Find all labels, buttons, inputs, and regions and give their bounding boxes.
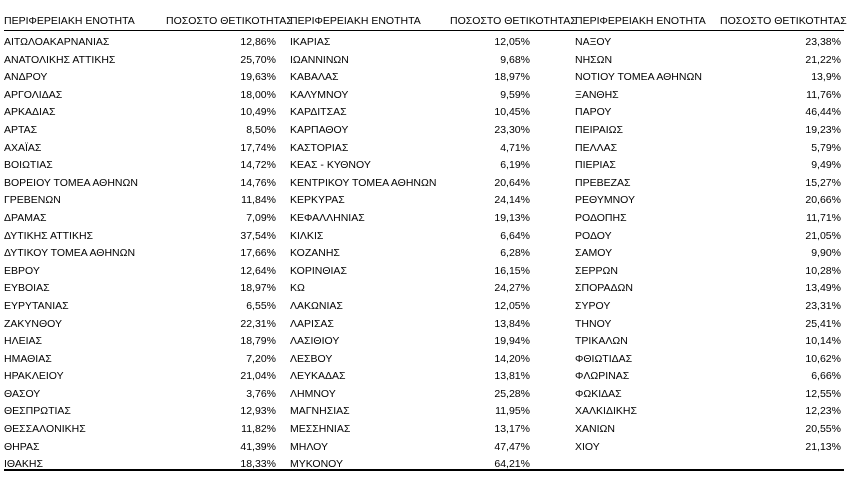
positivity-rate: 12,05% <box>494 299 530 312</box>
table-row <box>575 210 841 228</box>
table-row <box>4 140 282 158</box>
positivity-rate: 25,41% <box>805 317 841 330</box>
regional-unit-name: ΦΘΙΩΤΙΔΑΣ <box>575 352 633 365</box>
regional-unit-name: ΕΥΒΟΙΑΣ <box>4 282 50 295</box>
positivity-rate: 21,04% <box>240 370 276 383</box>
regional-unit-name: ΚΕΝΤΡΙΚΟΥ ΤΟΜΕΑ ΑΘΗΝΩΝ <box>290 176 437 189</box>
table-row <box>290 104 530 122</box>
regional-unit-name: ΣΥΡΟΥ <box>575 299 611 312</box>
regional-unit-name: ΧΑΝΙΩΝ <box>575 423 615 436</box>
table-row <box>575 104 841 122</box>
table-row <box>290 175 530 193</box>
regional-unit-name: ΝΟΤΙΟΥ ΤΟΜΕΑ ΑΘΗΝΩΝ <box>575 71 702 84</box>
regional-unit-name: ΒΟΡΕΙΟΥ ΤΟΜΕΑ ΑΘΗΝΩΝ <box>4 176 138 189</box>
table-row <box>290 298 530 316</box>
positivity-rate: 16,15% <box>494 264 530 277</box>
regional-unit-name: ΚΑΡΔΙΤΣΑΣ <box>290 106 347 119</box>
table-row <box>4 245 282 263</box>
table-row <box>290 192 530 210</box>
positivity-rate: 21,22% <box>805 53 841 66</box>
table-row <box>290 34 530 52</box>
regional-unit-name: ΣΕΡΡΩΝ <box>575 264 618 277</box>
positivity-rate: 11,82% <box>241 423 276 436</box>
table-row <box>575 439 841 457</box>
table-row <box>290 52 530 70</box>
table-row <box>4 228 282 246</box>
positivity-rate: 47,47% <box>494 440 530 453</box>
positivity-rate: 41,39% <box>240 440 276 453</box>
positivity-rate: 13,49% <box>805 282 841 295</box>
regional-unit-name: ΜΑΓΝΗΣΙΑΣ <box>290 405 350 418</box>
table-row <box>290 210 530 228</box>
regional-unit-name: ΚΕΡΚΥΡΑΣ <box>290 194 345 207</box>
positivity-rate: 11,71% <box>806 211 841 224</box>
regional-unit-name: ΣΠΟΡΑΔΩΝ <box>575 282 633 295</box>
table-row <box>290 456 530 474</box>
positivity-rate: 15,27% <box>805 176 841 189</box>
table-row <box>290 140 530 158</box>
positivity-rate: 9,90% <box>811 247 841 260</box>
regional-unit-name: ΙΩΑΝΝΙΝΩΝ <box>290 53 349 66</box>
regional-unit-name: ΜΗΛΟΥ <box>290 440 328 453</box>
header-unit-col2: ΠΕΡΙΦΕΡΕΙΑΚΗ ΕΝΟΤΗΤΑ <box>290 15 421 27</box>
table-bottom-rule <box>4 469 844 471</box>
table-row <box>575 298 841 316</box>
positivity-rate: 10,45% <box>494 106 530 119</box>
positivity-rate: 13,9% <box>811 71 841 84</box>
regional-unit-name: ΘΕΣΠΡΩΤΙΑΣ <box>4 405 71 418</box>
regional-unit-name: ΚΑΡΠΑΘΟΥ <box>290 123 349 136</box>
table-row <box>575 175 841 193</box>
table-row <box>575 403 841 421</box>
table-row <box>4 333 282 351</box>
regional-unit-name: ΓΡΕΒΕΝΩΝ <box>4 194 61 207</box>
table-row <box>290 333 530 351</box>
regional-unit-name: ΛΗΜΝΟΥ <box>290 387 336 400</box>
regional-unit-name: ΡΕΘΥΜΝΟΥ <box>575 194 636 207</box>
table-row <box>290 421 530 439</box>
positivity-rate: 46,44% <box>805 106 841 119</box>
positivity-rate: 9,68% <box>500 53 530 66</box>
regional-unit-name: ΦΩΚΙΔΑΣ <box>575 387 622 400</box>
table-row <box>4 439 282 457</box>
table-row <box>575 69 841 87</box>
table-row <box>4 175 282 193</box>
table-row <box>290 245 530 263</box>
header-divider <box>4 30 844 31</box>
regional-unit-name: ΚΑΛΥΜΝΟΥ <box>290 88 349 101</box>
positivity-rate: 37,54% <box>240 229 276 242</box>
regional-unit-name: ΚΙΛΚΙΣ <box>290 229 324 242</box>
regional-unit-name: ΑΡΓΟΛΙΔΑΣ <box>4 88 63 101</box>
regional-unit-name: ΑΝΔΡΟΥ <box>4 71 48 84</box>
regional-unit-name: ΗΜΑΘΙΑΣ <box>4 352 52 365</box>
regional-unit-name: ΣΑΜΟΥ <box>575 247 613 260</box>
regional-unit-name: ΛΑΚΩΝΙΑΣ <box>290 299 343 312</box>
table-row <box>575 351 841 369</box>
table-row <box>575 122 841 140</box>
regional-unit-name: ΚΕΑΣ - ΚΥΘΝΟΥ <box>290 159 371 172</box>
header-unit-col3: ΠΕΡΙΦΕΡΕΙΑΚΗ ΕΝΟΤΗΤΑ <box>575 15 706 27</box>
positivity-rate: 18,97% <box>494 71 530 84</box>
table-row <box>290 69 530 87</box>
regional-unit-name: ΗΛΕΙΑΣ <box>4 335 43 348</box>
regional-unit-name: ΞΑΝΘΗΣ <box>575 88 619 101</box>
positivity-rate: 6,55% <box>246 299 276 312</box>
table-row <box>4 280 282 298</box>
positivity-rate: 22,31% <box>240 317 276 330</box>
positivity-rate: 6,66% <box>811 370 841 383</box>
header-rate-col1: ΠΟΣΟΣΤΟ ΘΕΤΙΚΟΤΗΤΑΣ <box>166 15 293 27</box>
regional-unit-name: ΚΑΒΑΛΑΣ <box>290 71 339 84</box>
regional-unit-name: ΛΕΥΚΑΔΑΣ <box>290 370 346 383</box>
regional-unit-name: ΠΕΛΛΑΣ <box>575 141 618 154</box>
table-row <box>290 386 530 404</box>
table-row <box>4 210 282 228</box>
positivity-rate: 11,95% <box>495 405 530 418</box>
positivity-rate: 18,33% <box>240 458 276 471</box>
positivity-rate: 23,31% <box>805 299 841 312</box>
positivity-rate: 20,64% <box>494 176 530 189</box>
table-row <box>575 228 841 246</box>
positivity-rate: 24,14% <box>494 194 530 207</box>
positivity-rate: 19,23% <box>805 123 841 136</box>
positivity-rate: 12,05% <box>494 36 530 48</box>
positivity-rate: 23,38% <box>805 36 841 48</box>
table-row <box>575 421 841 439</box>
regional-unit-name: ΕΒΡΟΥ <box>4 264 40 277</box>
table-row <box>290 439 530 457</box>
table-row <box>4 368 282 386</box>
positivity-rate: 18,00% <box>240 88 276 101</box>
regional-unit-name: ΝΑΞΟΥ <box>575 36 612 48</box>
table-row <box>4 316 282 334</box>
header-unit-col1: ΠΕΡΙΦΕΡΕΙΑΚΗ ΕΝΟΤΗΤΑ <box>4 15 135 27</box>
positivity-rate: 19,94% <box>494 335 530 348</box>
positivity-rate: 6,64% <box>500 229 530 242</box>
positivity-rate: 6,28% <box>500 247 530 260</box>
regional-unit-name: ΙΚΑΡΙΑΣ <box>290 36 331 48</box>
table-row <box>575 140 841 158</box>
positivity-rate: 12,93% <box>240 405 276 418</box>
regional-unit-name: ΒΟΙΩΤΙΑΣ <box>4 159 53 172</box>
table-row <box>4 403 282 421</box>
positivity-rate: 20,66% <box>805 194 841 207</box>
positivity-rate: 9,49% <box>811 159 841 172</box>
regional-unit-name: ΜΕΣΣΗΝΙΑΣ <box>290 423 351 436</box>
table-row <box>4 421 282 439</box>
positivity-rate: 23,30% <box>494 123 530 136</box>
table-row <box>575 245 841 263</box>
regional-unit-name: ΚΩ <box>290 282 305 295</box>
regional-unit-name: ΜΥΚΟΝΟΥ <box>290 458 344 471</box>
regional-unit-name: ΠΕΙΡΑΙΩΣ <box>575 123 623 136</box>
regional-unit-name: ΚΟΖΑΝΗΣ <box>290 247 340 260</box>
positivity-rate: 19,13% <box>494 211 530 224</box>
regional-unit-name: ΤΡΙΚΑΛΩΝ <box>575 335 628 348</box>
regional-unit-name: ΦΛΩΡΙΝΑΣ <box>575 370 630 383</box>
regional-unit-name: ΔΥΤΙΚΟΥ ΤΟΜΕΑ ΑΘΗΝΩΝ <box>4 247 136 260</box>
positivity-rate: 12,64% <box>240 264 276 277</box>
regional-unit-name: ΡΟΔΟΠΗΣ <box>575 211 627 224</box>
regional-unit-name: ΚΑΣΤΟΡΙΑΣ <box>290 141 349 154</box>
positivity-rate: 25,70% <box>240 53 276 66</box>
table-row <box>4 122 282 140</box>
table-row <box>575 386 841 404</box>
regional-unit-name: ΔΥΤΙΚΗΣ ΑΤΤΙΚΗΣ <box>4 229 94 242</box>
positivity-rate: 19,63% <box>240 71 276 84</box>
table-row <box>290 280 530 298</box>
regional-unit-name: ΚΕΦΑΛΛΗΝΙΑΣ <box>290 211 365 224</box>
table-row <box>4 298 282 316</box>
positivity-rate: 13,81% <box>494 370 530 383</box>
table-row <box>290 351 530 369</box>
table-row <box>4 192 282 210</box>
table-row <box>4 34 282 52</box>
regional-unit-name: ΠΙΕΡΙΑΣ <box>575 159 616 172</box>
positivity-rate: 3,76% <box>246 387 276 400</box>
positivity-rate: 13,17% <box>494 423 530 436</box>
table-column-3 <box>575 34 841 456</box>
table-row <box>4 104 282 122</box>
table-row <box>575 87 841 105</box>
positivity-rate: 9,59% <box>500 88 530 101</box>
table-row <box>4 87 282 105</box>
positivity-rate: 11,76% <box>806 88 841 101</box>
table-row <box>575 280 841 298</box>
regional-unit-name: ΔΡΑΜΑΣ <box>4 211 47 224</box>
positivity-rate: 4,71% <box>500 141 530 154</box>
regional-unit-name: ΘΑΣΟΥ <box>4 387 41 400</box>
regional-unit-name: ΠΡΕΒΕΖΑΣ <box>575 176 631 189</box>
positivity-rate: 7,20% <box>246 352 276 365</box>
positivity-rate: 14,72% <box>240 159 276 172</box>
regional-unit-name: ΛΑΡΙΣΑΣ <box>290 317 334 330</box>
regional-unit-name: ΘΗΡΑΣ <box>4 440 40 453</box>
table-row <box>575 368 841 386</box>
table-row <box>575 192 841 210</box>
regional-unit-name: ΧΑΛΚΙΔΙΚΗΣ <box>575 405 637 418</box>
regional-unit-name: ΙΘΑΚΗΣ <box>4 458 43 471</box>
regional-unit-name: ΚΟΡΙΝΘΙΑΣ <box>290 264 347 277</box>
table-row <box>575 34 841 52</box>
regional-unit-name: ΛΕΣΒΟΥ <box>290 352 333 365</box>
table-row <box>575 263 841 281</box>
positivity-rate: 6,19% <box>500 159 530 172</box>
table-row <box>4 386 282 404</box>
table-column-2 <box>290 34 530 474</box>
table-row <box>575 157 841 175</box>
positivity-rate: 12,23% <box>805 405 841 418</box>
regional-unit-name: ΑΝΑΤΟΛΙΚΗΣ ΑΤΤΙΚΗΣ <box>4 53 116 66</box>
regional-unit-name: ΑΡΤΑΣ <box>4 123 38 136</box>
header-rate-col3: ΠΟΣΟΣΤΟ ΘΕΤΙΚΟΤΗΤΑΣ <box>720 15 847 27</box>
regional-unit-name: ΑΡΚΑΔΙΑΣ <box>4 106 56 119</box>
positivity-rate: 17,74% <box>240 141 276 154</box>
table-row <box>4 52 282 70</box>
regional-unit-name: ΡΟΔΟΥ <box>575 229 612 242</box>
positivity-rate: 14,20% <box>494 352 530 365</box>
regional-unit-name: ΖΑΚΥΝΘΟΥ <box>4 317 63 330</box>
positivity-rate: 21,05% <box>805 229 841 242</box>
positivity-rate: 17,66% <box>240 247 276 260</box>
table-row <box>290 403 530 421</box>
regional-unit-name: ΛΑΣΙΘΙΟΥ <box>290 335 340 348</box>
table-row <box>290 263 530 281</box>
table-row <box>290 122 530 140</box>
regional-unit-name: ΝΗΣΩΝ <box>575 53 613 66</box>
positivity-rate: 14,76% <box>240 176 276 189</box>
table-row <box>575 316 841 334</box>
table-row <box>575 52 841 70</box>
table-row <box>290 157 530 175</box>
positivity-rate: 5,79% <box>811 141 841 154</box>
table-row <box>4 263 282 281</box>
positivity-rate: 13,84% <box>494 317 530 330</box>
table-row <box>4 351 282 369</box>
table-row <box>4 157 282 175</box>
table-row <box>4 456 282 474</box>
positivity-rate: 10,28% <box>805 264 841 277</box>
table-row <box>575 333 841 351</box>
positivity-rate: 25,28% <box>494 387 530 400</box>
table-row <box>290 87 530 105</box>
positivity-rate: 20,55% <box>805 423 841 436</box>
positivity-rate: 10,62% <box>805 352 841 365</box>
regional-unit-name: ΠΑΡΟΥ <box>575 106 612 119</box>
regional-unit-name: ΘΕΣΣΑΛΟΝΙΚΗΣ <box>4 423 86 436</box>
header-rate-col2: ΠΟΣΟΣΤΟ ΘΕΤΙΚΟΤΗΤΑΣ <box>450 15 577 27</box>
regional-unit-name: ΧΙΟΥ <box>575 440 600 453</box>
table-row <box>290 228 530 246</box>
regional-unit-name: ΑΙΤΩΛΟΑΚΑΡΝΑΝΙΑΣ <box>4 36 110 48</box>
regional-unit-name: ΕΥΡΥΤΑΝΙΑΣ <box>4 299 69 312</box>
positivity-rate: 21,13% <box>805 440 841 453</box>
positivity-rate: 12,86% <box>240 36 276 48</box>
table-row <box>290 368 530 386</box>
positivity-rate: 18,97% <box>240 282 276 295</box>
regional-unit-name: ΑΧΑΪΑΣ <box>4 141 42 154</box>
positivity-rate: 10,14% <box>805 335 841 348</box>
table-column-1 <box>4 34 282 474</box>
positivity-rate: 7,09% <box>246 211 276 224</box>
positivity-rate: 18,79% <box>240 335 276 348</box>
regional-unit-name: ΤΗΝΟΥ <box>575 317 612 330</box>
regional-unit-name: ΗΡΑΚΛΕΙΟΥ <box>4 370 64 383</box>
positivity-rate: 11,84% <box>241 194 276 207</box>
positivity-rate: 24,27% <box>494 282 530 295</box>
positivity-rate: 8,50% <box>246 123 276 136</box>
table-row <box>290 316 530 334</box>
positivity-rate: 64,21% <box>494 458 530 471</box>
positivity-rate: 12,55% <box>805 387 841 400</box>
table-row <box>4 69 282 87</box>
positivity-rate: 10,49% <box>240 106 276 119</box>
